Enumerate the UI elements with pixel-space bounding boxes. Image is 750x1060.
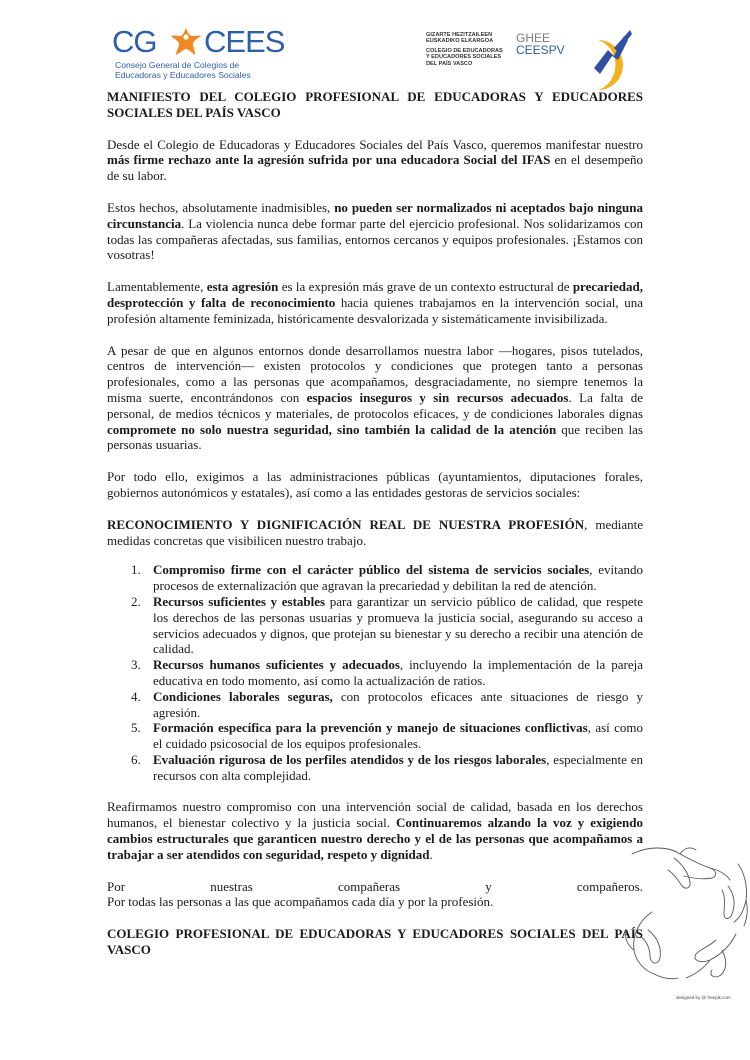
cg-word: CG <box>112 24 157 59</box>
closing-word: compañeras <box>337 878 401 894</box>
closing-word: Por <box>107 878 126 894</box>
ghee-acronym-line: GHEE <box>516 31 551 45</box>
cgcees-subtitle <box>115 60 275 80</box>
list-number: 1. <box>131 562 141 578</box>
paragraph-conditions <box>107 343 643 454</box>
text-span: . La falta de personal, de medios técnicos y materiales, de protocolos eficaces, y de condiciones laborales dignas <box>107 389 643 421</box>
text-span: Estos hechos, absolutamente inadmisibles, <box>107 199 335 215</box>
cgcees-logo <box>112 22 285 84</box>
list-item <box>107 720 643 752</box>
text-span: , así como el cuidado psicosocial de los equipos profesionales. <box>153 720 644 752</box>
list-item <box>107 594 643 657</box>
bold-span: Recursos suficientes y estables <box>153 593 326 609</box>
bold-span: Recursos humanos suficientes y adecuados <box>153 657 400 673</box>
bold-span: precariedad, desprotección y falta de reconocimiento <box>107 279 643 310</box>
text-span: para garantizar un servicio público de calidad, que respete los derechos de las personas usuarias y promueva la justicia social, asegurando su acceso a servicios adecuados y dignos, que protejan su bienestar y su derecho a recibir una atención de calidad. <box>153 593 643 657</box>
cees-word: CEES <box>204 24 285 59</box>
list-item <box>107 752 643 784</box>
text-span: hacia quienes trabajamos en la intervención social, una profesión altamente feminizada, históricamente desvalorizada y sistemáticamente invisibilizada. <box>107 294 643 326</box>
text-span: , evitando procesos de externalización que agravan la precariedad y debilitan la red de atención. <box>153 562 644 594</box>
text-span: , mediante medidas concretas que visibilicen nuestro trabajo. <box>107 516 643 548</box>
text-span: , incluyendo la implementación de la pareja educativa en todo momento, así como la actualización de ratios. <box>153 657 643 688</box>
list-item <box>107 689 643 721</box>
ghee-acronym <box>516 32 565 56</box>
ghee-text-block <box>426 32 516 67</box>
closing-word: nuestras <box>210 878 253 894</box>
bold-span: no pueden ser normalizados ni aceptados bajo ninguna circunstancia <box>107 199 643 231</box>
bold-span: compromete no solo nuestra seguridad, sino también la calidad de la atención <box>107 421 557 437</box>
list-number: 4. <box>131 688 141 704</box>
bold-span: Evaluación rigurosa de los perfiles atendidos y de los riesgos laborales <box>153 751 547 767</box>
bold-span: Condiciones laborales seguras, <box>153 688 333 704</box>
text-span: , especialmente en recursos con alta complejidad. <box>153 751 644 783</box>
list-number: 2. <box>131 593 141 609</box>
demands-list <box>107 562 643 783</box>
paragraph-recognition <box>107 517 643 549</box>
ceespv-acronym-line: CEESPV <box>516 43 565 57</box>
cgcees-subtitle-line: Educadoras y Educadores Sociales <box>115 70 251 80</box>
text-span: es la expresión más grave de un contexto estructural de <box>278 279 573 295</box>
bold-span: Continuaremos alzando la voz y exigiendo cambios estructurales que garanticen nuestro derecho y el de las personas que acompañamos a trabajar a ser atendidos con seguridad, respeto y dignidad <box>107 815 643 862</box>
closing-word: compañeros. <box>576 878 643 894</box>
spanish-name-line: Y EDUCADORES SOCIALES <box>426 54 502 61</box>
text-span: . La violencia nunca debe formar parte del ejercicio profesional. Nos solidarizamos con todas las compañeras afectadas, sus familias, entornos cercanos y equipos profesionales. ¡Estamos con vosotras! <box>107 215 643 263</box>
text-span: A pesar de que en algunos entornos donde desarrollamos nuestra labor —hogares, pisos tutelados, centros de intervención— existen protocolos y condiciones que protegen tanto a personas profesionales, como a las personas que acompañamos, desgraciadamente, no siempre tenemos la misma suerte, encontrándonos con <box>107 342 643 405</box>
bold-span: RECONOCIMIENTO Y DIGNIFICACIÓN REAL DE NUESTRA PROFESIÓN <box>107 516 585 532</box>
paragraph-demands-intro: Por todo ello, exigimos a las administraciones públicas (ayuntamientos, diputaciones forales, gobiernos autonómicos y estatales), así como a las entidades gestoras de servicios sociales: <box>107 469 643 500</box>
sun-figure-icon <box>584 28 634 94</box>
document-title: MANIFIESTO DEL COLEGIO PROFESIONAL DE EDUCADORAS Y EDUCADORES SOCIALES DEL PAÍS VASCO <box>107 89 643 120</box>
closing-block <box>107 879 643 911</box>
bold-span: espacios inseguros y sin recursos adecuados <box>306 389 569 405</box>
signature: COLEGIO PROFESIONAL DE EDUCADORAS Y EDUCADORES SOCIALES DEL PAÍS VASCO <box>107 926 643 958</box>
list-number: 5. <box>131 720 141 736</box>
spanish-name-line: COLEGIO DE EDUCADORAS <box>426 47 503 54</box>
illustration-credit: designed by @ freepik.com <box>676 995 731 1000</box>
text-span: . <box>429 846 433 862</box>
text-span: en el desempeño de su labor. <box>107 152 643 184</box>
closing-line-2: Por todas las personas a las que acompañamos cada día y por la profesión. <box>107 894 494 910</box>
text-span: Reafirmamos nuestro compromiso con una intervención social de calidad, basada en los derechos humanos, el bienestar colectivo y la justicia social. <box>107 799 643 831</box>
paragraph-intro <box>107 137 643 184</box>
text-span: Desde el Colegio de Educadoras y Educadores Sociales del País Vasco, queremos manifestar nuestro <box>107 136 643 152</box>
basque-name-line: GIZARTE HEZITZAILEEN <box>426 32 493 38</box>
hands-circle-icon <box>618 842 750 992</box>
list-number: 3. <box>131 657 141 673</box>
list-number: 6. <box>131 751 141 767</box>
paragraph-context <box>107 279 643 326</box>
list-item <box>107 657 643 689</box>
paragraph-solidarity <box>107 200 643 263</box>
basque-name-line: EUSKADIKO ELKARGOA <box>426 38 494 45</box>
bold-span: esta agresión <box>206 279 279 295</box>
list-item <box>107 562 643 594</box>
spanish-name-line: DEL PAÍS VASCO <box>426 60 473 67</box>
star-figure-icon <box>168 24 204 58</box>
closing-line-1 <box>107 879 643 895</box>
text-span: que reciben las personas usuarias. <box>107 421 643 453</box>
ghee-ceespv-logo <box>424 14 634 94</box>
manifesto-body <box>107 89 643 958</box>
bold-span: más firme rechazo ante la agresión sufrida por una educadora Social del IFAS <box>107 152 551 168</box>
bold-span: Compromiso firme con el carácter público del sistema de servicios sociales <box>153 562 590 578</box>
paragraph-commitment <box>107 799 643 862</box>
cgcees-subtitle-line: Consejo General de Colegios de <box>115 60 240 70</box>
bold-span: Formación específica para la prevención y manejo de situaciones conflictivas <box>153 720 588 736</box>
text-span: con protocolos eficaces ante situaciones de riesgo y agresión. <box>153 688 643 720</box>
closing-word: y <box>485 878 492 894</box>
text-span: Lamentablemente, <box>107 279 207 295</box>
